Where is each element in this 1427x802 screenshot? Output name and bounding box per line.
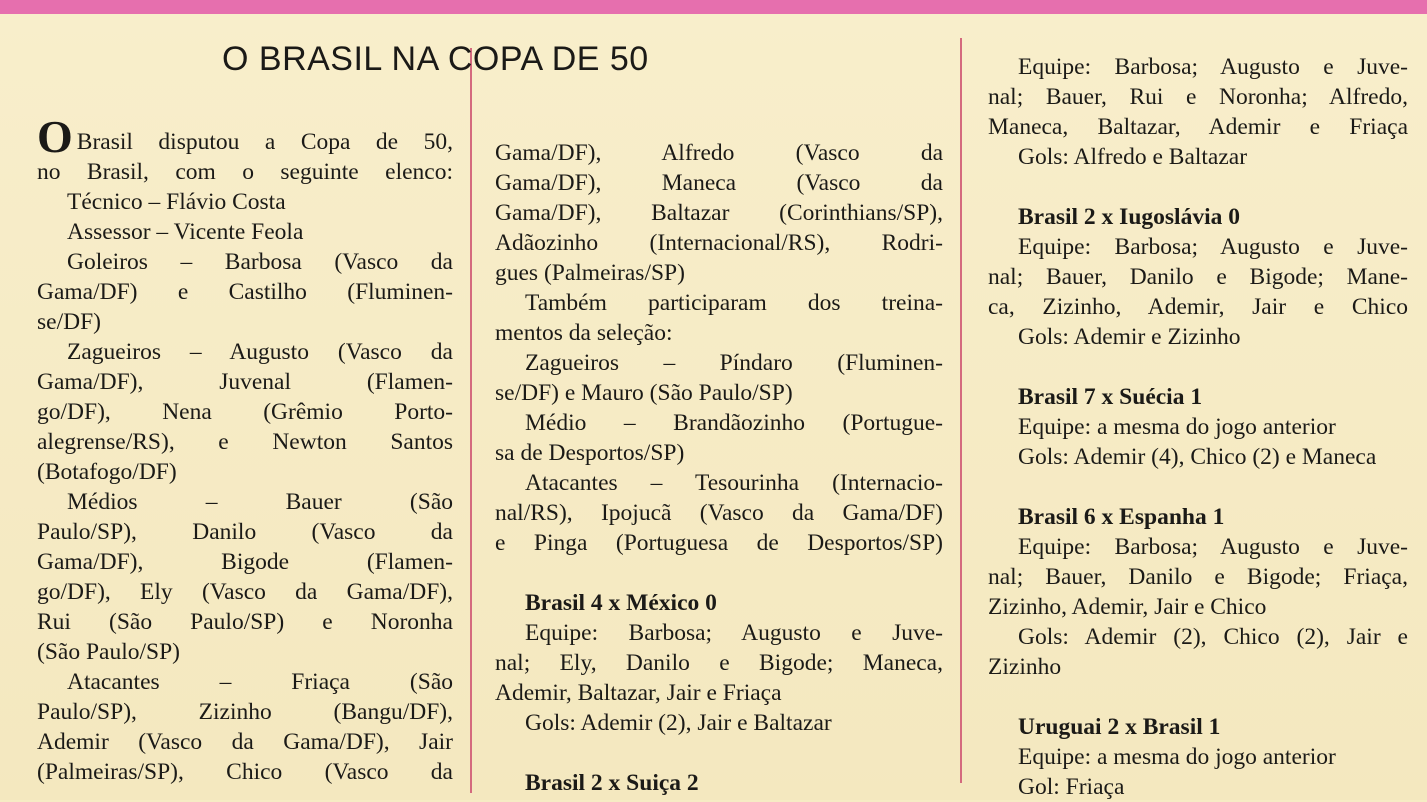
column-3 (988, 52, 1408, 802)
column-rule-right (960, 38, 962, 783)
text-line: ca, Zizinho, Ademir, Jair e Chico (988, 294, 1408, 320)
text-line: nal; Bauer, Danilo e Bigode; Mane- (988, 264, 1408, 290)
text-line: nal; Bauer, Rui e Noronha; Alfredo, (988, 84, 1408, 110)
text-line: (São Paulo/SP) (37, 639, 180, 665)
match-heading-suecia: Brasil 7 x Suécia 1 (1018, 384, 1203, 410)
text-line: Técnico – Flávio Costa (67, 189, 286, 215)
text-line: Gol: Friaça (1018, 774, 1125, 800)
spacer (495, 558, 943, 588)
text-line: Gols: Ademir e Zizinho (1018, 324, 1241, 350)
text-line: Gama/DF), Baltazar (Corinthians/SP), (495, 200, 943, 226)
text-line: Gols: Ademir (4), Chico (2) e Maneca (1018, 444, 1377, 470)
text-line: Equipe: Barbosa; Augusto e Juve- (1018, 234, 1408, 260)
text-line: Atacantes – Tesourinha (Internacio- (525, 470, 943, 496)
text-line: mentos da seleção: (495, 320, 673, 346)
text-line: Também participaram dos treina- (525, 290, 943, 316)
text-line: Gama/DF) e Castilho (Fluminen- (37, 279, 453, 305)
column-2 (495, 138, 943, 798)
text-line: Gols: Ademir (2), Chico (2), Jair e (1018, 624, 1408, 650)
text-line: Equipe: Barbosa; Augusto e Juve- (1018, 534, 1408, 560)
text-line: Rui (São Paulo/SP) e Noronha (37, 609, 453, 635)
text-line: se/DF) e Mauro (São Paulo/SP) (495, 380, 793, 406)
spacer (988, 682, 1408, 712)
text-line: Equipe: Barbosa; Augusto e Juve- (525, 620, 943, 646)
spacer (988, 472, 1408, 502)
text-line: (Botafogo/DF) (37, 459, 177, 485)
text-line: nal; Ely, Danilo e Bigode; Maneca, (495, 650, 943, 676)
match-heading-espanha: Brasil 6 x Espanha 1 (1018, 504, 1225, 530)
text-line: Equipe: a mesma do jogo anterior (1018, 414, 1336, 440)
text-line: Ademir (Vasco da Gama/DF), Jair (37, 729, 453, 755)
match-heading-suica: Brasil 2 x Suiça 2 (525, 770, 699, 796)
column-rule-left (470, 48, 472, 793)
spacer (495, 738, 943, 768)
text-line: Gols: Alfredo e Baltazar (1018, 144, 1248, 170)
match-heading-uruguai: Uruguai 2 x Brasil 1 (1018, 714, 1221, 740)
text-line: go/DF), Ely (Vasco da Gama/DF), (37, 579, 453, 605)
text-line: Adãozinho (Internacional/RS), Rodri- (495, 230, 943, 256)
text-line: Equipe: Barbosa; Augusto e Juve- (1018, 54, 1408, 80)
text-line: Zagueiros – Augusto (Vasco da (67, 339, 453, 365)
drop-cap: O (37, 111, 73, 162)
text-line: go/DF), Nena (Grêmio Porto- (37, 399, 453, 425)
article-title: O BRASIL NA COPA DE 50 (222, 40, 649, 78)
text-line: Gols: Ademir (2), Jair e Baltazar (525, 710, 832, 736)
text-line: Equipe: a mesma do jogo anterior (1018, 744, 1336, 770)
text-line: Paulo/SP), Zizinho (Bangu/DF), (37, 699, 453, 725)
text-line: Paulo/SP), Danilo (Vasco da (37, 519, 453, 545)
text-line: Maneca, Baltazar, Ademir e Friaça (988, 114, 1408, 140)
text-line: Gama/DF), Maneca (Vasco da (495, 170, 943, 196)
text-line: se/DF) (37, 309, 101, 335)
text-line: Assessor – Vicente Feola (67, 219, 304, 245)
text-line: Zizinho (988, 654, 1062, 680)
text-line: Goleiros – Barbosa (Vasco da (67, 249, 453, 275)
text-line: nal; Bauer, Danilo e Bigode; Friaça, (988, 564, 1408, 590)
column-1 (37, 111, 453, 787)
match-heading-iugoslavia: Brasil 2 x Iugoslávia 0 (1018, 204, 1240, 230)
text-line: Zagueiros – Píndaro (Fluminen- (525, 350, 943, 376)
spacer (988, 352, 1408, 382)
top-color-band (0, 0, 1427, 14)
text-line: Médios – Bauer (São (67, 489, 453, 515)
magazine-page (0, 14, 1427, 800)
text-line: Gama/DF), Alfredo (Vasco da (495, 140, 943, 166)
text-line: (Palmeiras/SP), Chico (Vasco da (37, 759, 453, 785)
text-line: sa de Desportos/SP) (495, 440, 685, 466)
text-line: Atacantes – Friaça (São (67, 669, 453, 695)
text-line: nal/RS), Ipojucã (Vasco da Gama/DF) (495, 500, 943, 526)
intro-line-1-text: Brasil disputou a Copa de 50, (76, 129, 453, 155)
spacer (988, 172, 1408, 202)
intro-line-2: no Brasil, com o seguinte elenco: (37, 159, 453, 185)
text-line: Gama/DF), Juvenal (Flamen- (37, 369, 453, 395)
text-line: Médio – Brandãozinho (Portugue- (525, 410, 943, 436)
text-line: Gama/DF), Bigode (Flamen- (37, 549, 453, 575)
text-line: Zizinho, Ademir, Jair e Chico (988, 594, 1267, 620)
text-line: alegrense/RS), e Newton Santos (37, 429, 453, 455)
text-line: gues (Palmeiras/SP) (495, 260, 685, 286)
match-heading-mexico: Brasil 4 x México 0 (525, 590, 717, 616)
text-line: Ademir, Baltazar, Jair e Friaça (495, 680, 782, 706)
text-line: e Pinga (Portuguesa de Desportos/SP) (495, 530, 943, 556)
intro-line-1 (37, 111, 453, 162)
